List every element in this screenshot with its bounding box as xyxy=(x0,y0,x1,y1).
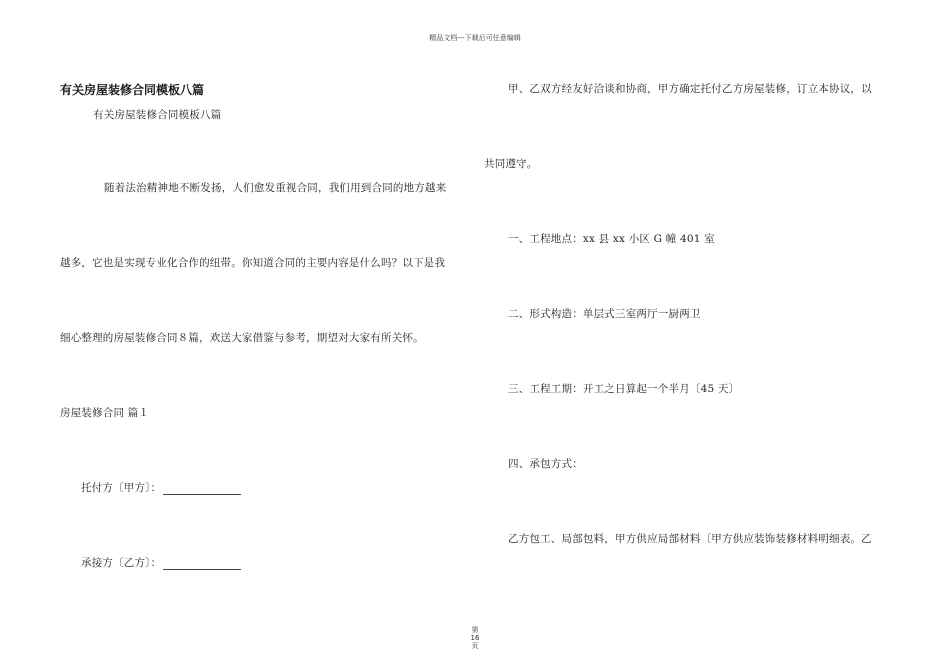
page-number-footer xyxy=(0,626,950,650)
page-number-suffix: 页 xyxy=(471,642,479,650)
agreement-line-2: 共同遵守。 xyxy=(484,158,538,170)
clause-item-1: 一、工程地点：xx 县 xx 小区 G 幢 401 室 xyxy=(508,233,715,245)
intro-paragraph-line-3: 细心整理的房屋装修合同８篇，欢送大家借鉴与参考，期望对大家有所关怀。 xyxy=(60,332,424,344)
page-header-watermark: 精品文档---下载后可任意编辑 xyxy=(429,34,521,42)
party-b-label: 承接方〔乙方〕： xyxy=(81,557,162,569)
party-a-line xyxy=(81,480,241,495)
intro-paragraph-line-2: 越多，它也是实现专业化合作的纽带。你知道合同的主要内容是什么吗？以下是我 xyxy=(60,257,446,269)
party-b-blank xyxy=(163,559,241,570)
section-heading: 房屋装修合同 篇１ xyxy=(60,407,150,419)
clause-item-4: 四、承包方式： xyxy=(508,458,583,470)
clause-item-4-detail: 乙方包工、局部包料，甲方供应局部材料〔甲方供应装饰装修材料明细表。乙 xyxy=(508,533,872,545)
clause-item-3: 三、工程工期：开工之日算起一个半月〔45 天〕 xyxy=(508,383,740,395)
agreement-line-1: 甲、乙双方经友好洽谈和协商，甲方确定托付乙方房屋装修，订立本协议，以 xyxy=(508,83,872,95)
page-number: 16 xyxy=(470,634,480,642)
document-title: 有关房屋装修合同模板八篇 xyxy=(60,83,205,97)
page-number-prefix: 第 xyxy=(471,626,479,634)
party-a-blank xyxy=(163,484,241,495)
intro-paragraph-line-1: 随着法治精神地不断发扬，人们愈发重视合同，我们用到合同的地方越来 xyxy=(104,182,447,194)
party-a-label: 托付方〔甲方〕： xyxy=(81,482,162,494)
clause-item-2: 二、形式构造：单层式三室两厅一厨两卫 xyxy=(508,308,701,320)
document-subtitle: 有关房屋装修合同模板八篇 xyxy=(93,109,222,121)
party-b-line xyxy=(81,555,241,570)
